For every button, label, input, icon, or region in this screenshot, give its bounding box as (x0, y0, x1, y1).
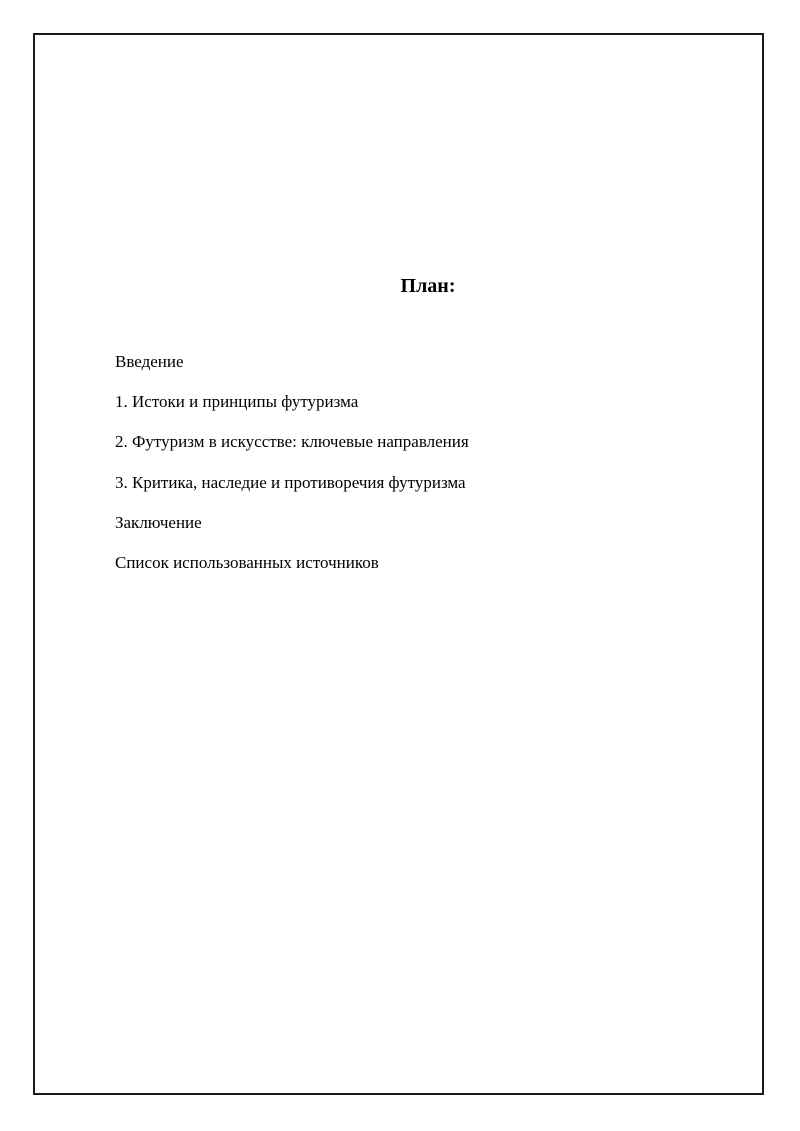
plan-item-references: Список использованных источников (115, 552, 379, 572)
plan-heading: План: (400, 275, 456, 297)
plan-item-section-2: 2. Футуризм в искусстве: ключевые направления (115, 432, 469, 452)
plan-item-section-1: 1. Истоки и принципы футуризма (115, 392, 359, 412)
plan-item-introduction: Введение (115, 352, 184, 371)
plan-item-conclusion: Заключение (115, 512, 202, 532)
plan-list (115, 351, 469, 592)
plan-item-section-3: 3. Критика, наследие и противоречия футуризма (115, 472, 466, 492)
